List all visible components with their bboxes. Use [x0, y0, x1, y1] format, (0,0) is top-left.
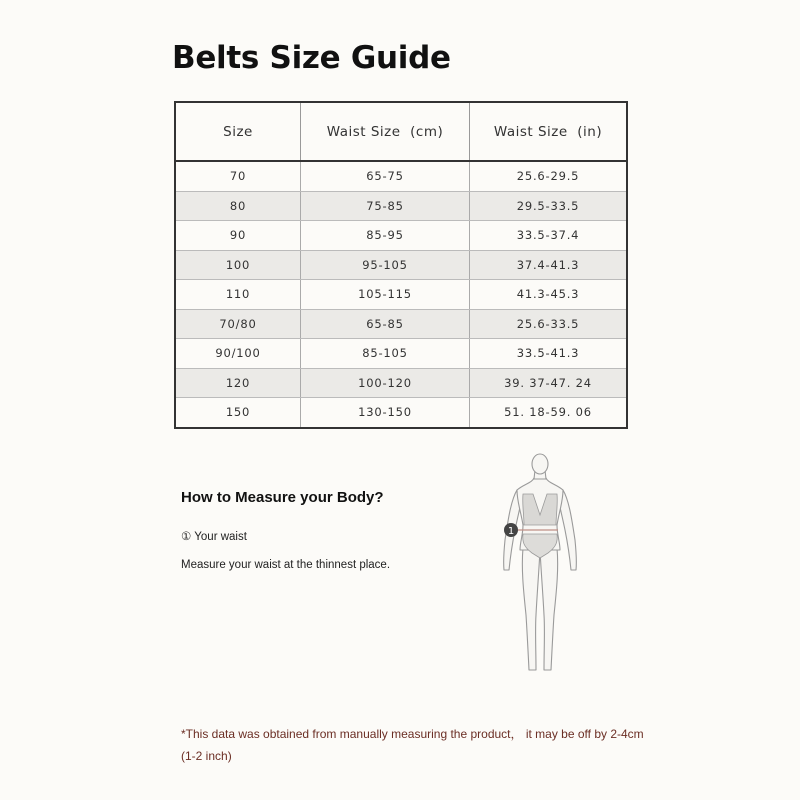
waist-cm-cell: 65-85 [301, 309, 470, 339]
waist-cm-cell: 95-105 [301, 250, 470, 280]
size-cell: 90/100 [175, 339, 301, 369]
size-cell: 70 [175, 161, 301, 191]
waist-in-cell: 25.6-29.5 [470, 161, 628, 191]
waist-in-cell: 37.4-41.3 [470, 250, 628, 280]
waist-instruction: Measure your waist at the thinnest place. [181, 559, 391, 571]
waist-cm-cell: 105-115 [301, 280, 470, 310]
table-row [175, 368, 627, 398]
waist-in-cell: 33.5-41.3 [470, 339, 628, 369]
table-row [175, 221, 627, 251]
waist-in-cell: 29.5-33.5 [470, 191, 628, 221]
waist-step-label: ① Your waist [181, 531, 247, 543]
size-cell: 120 [175, 368, 301, 398]
head [532, 454, 548, 474]
table-header-row [175, 102, 627, 161]
waist-cm-cell: 85-105 [301, 339, 470, 369]
table-row [175, 191, 627, 221]
waist-cm-cell: 75-85 [301, 191, 470, 221]
body-figure-illustration [490, 450, 590, 680]
waist-cm-cell: 85-95 [301, 221, 470, 251]
waist-cm-cell: 100-120 [301, 368, 470, 398]
size-cell: 90 [175, 221, 301, 251]
right-leg [540, 548, 558, 670]
waist-in-cell: 33.5-37.4 [470, 221, 628, 251]
table-row [175, 250, 627, 280]
measure-heading: How to Measure your Body? [181, 489, 384, 506]
table-row [175, 309, 627, 339]
size-cell: 100 [175, 250, 301, 280]
table-row [175, 339, 627, 369]
measurement-disclaimer: *This data was obtained from manually measuring the product， it may be off by 2-4cm (1-2 inch) [181, 727, 644, 763]
size-cell: 110 [175, 280, 301, 310]
waist-in-cell: 39. 37-47. 24 [470, 368, 628, 398]
waist-cm-cell: 130-150 [301, 398, 470, 428]
column-header-waist-cm: Waist Size (cm) [301, 102, 470, 161]
waist-in-cell: 25.6-33.5 [470, 309, 628, 339]
table-row [175, 161, 627, 191]
table-row [175, 280, 627, 310]
column-header-waist-in: Waist Size (in) [470, 102, 628, 161]
waist-in-cell: 51. 18-59. 06 [470, 398, 628, 428]
size-cell: 70/80 [175, 309, 301, 339]
column-header-size: Size [175, 102, 301, 161]
left-leg [522, 548, 540, 670]
table-row [175, 398, 627, 428]
waist-in-cell: 41.3-45.3 [470, 280, 628, 310]
size-cell: 80 [175, 191, 301, 221]
waist-marker-number: 1 [507, 526, 515, 537]
size-cell: 150 [175, 398, 301, 428]
size-table [174, 101, 628, 429]
page-title: Belts Size Guide [172, 40, 451, 76]
waist-cm-cell: 65-75 [301, 161, 470, 191]
